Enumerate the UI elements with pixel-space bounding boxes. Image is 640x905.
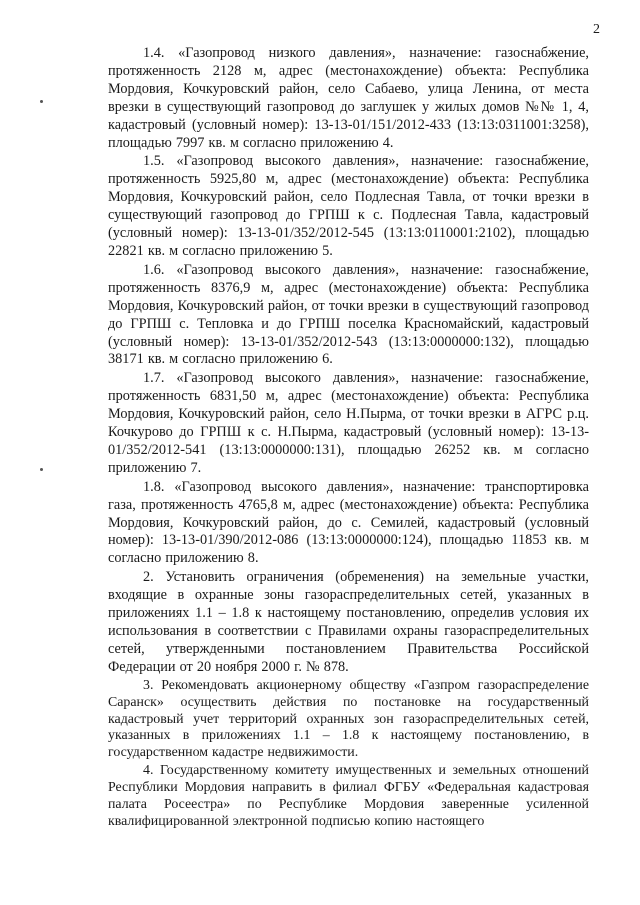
- page-number: 2: [593, 22, 600, 37]
- paragraph-2: 2. Установить ограничения (обременения) на земельные участки, входящие в охранные зоны газораспределительных сетей, указанных в приложениях 1.1 – 1.8 к настоящему постановлению, определив условия их использования в соответствии с Правилами охраны газораспределительных сетей, утвержденными постановлением Правительства Российской Федерации от 20 ноября 2000 г. № 878.: [108, 569, 589, 675]
- scan-dot-mark: [40, 100, 43, 103]
- paragraph-1-5: 1.5. «Газопровод высокого давления», назначение: газоснабжение, протяженность 5925,80 м, адрес (местонахождение) объекта: Республика Мордовия, Кочкуровский район, село Подлесная Тавла, от точки врезки в существующий газопровод до ГРПШ к с. Подлесная Тавла, кадастровый (условный номер): 13-13-01/352/2012-545 (13:13:0110001:2102), площадью 22821 кв. м согласно приложению 5.: [108, 153, 589, 259]
- scan-dot-mark: [40, 468, 43, 471]
- document-body: [108, 45, 589, 831]
- paragraph-1-7: 1.7. «Газопровод высокого давления», назначение: газоснабжение, протяженность 6831,50 м, адрес (местонахождение) объекта: Республика Мордовия, Кочкуровский район, село Н.Пырма, от точки врезки в АГРС р.ц. Кочкурово до ГРПШ к с. Н.Пырма, кадастровый (условный номер): 13-13-01/352/2012-541 (13:13:0000000:131), площадью 26252 кв. м согласно приложению 7.: [108, 370, 589, 476]
- paragraph-4: 4. Государственному комитету имущественных и земельных отношений Республики Мордовия направить в филиал ФГБУ «Федеральная кадастровая палата Росеестра» по Республике Мордовия заверенные усиленной квалифицированной электронной подписью копию настоящего: [108, 763, 589, 829]
- paragraph-1-4: 1.4. «Газопровод низкого давления», назначение: газоснабжение, протяженность 2128 м, адрес (местонахождение) объекта: Республика Мордовия, Кочкуровский район, село Сабаево, улица Ленина, от места врезки в существующий газопровод до заглушек у жилых домов №№ 1, 4, кадастровый (условный номер): 13-13-01/151/2012-433 (13:13:0311001:3258), площадью 7997 кв. м согласно приложению 4.: [108, 45, 589, 151]
- paragraph-3: 3. Рекомендовать акционерному обществу «Газпром газораспределение Саранск» осуществить действия по постановке на государственный кадастровый учет территорий охранных зон газораспределительных сетей, указанных в приложениях 1.1 – 1.8 к настоящему постановлению, в государственном кадастре недвижимости.: [108, 677, 589, 761]
- paragraph-1-8: 1.8. «Газопровод высокого давления», назначение: транспортировка газа, протяженность 4765,8 м, адрес (местонахождение) объекта: Республика Мордовия, Кочкуровский район, до с. Семилей, кадастровый (условный номер): 13-13-01/390/2012-086 (13:13:0000000:124), площадью 11853 кв. м согласно приложению 8.: [108, 478, 589, 567]
- paragraph-1-6: 1.6. «Газопровод высокого давления», назначение: газоснабжение, протяженность 8376,9 м, адрес (местонахождение) объекта: Республика Мордовия, Кочкуровский район, от точки врезки в существующий газопровод до ГРПШ с. Тепловка и до ГРПШ поселка Красномайский, кадастровый (условный номер): 13-13-01/352/2012-543 (13:13:0000000:132), площадью 38171 кв. м согласно приложению 6.: [108, 261, 589, 368]
